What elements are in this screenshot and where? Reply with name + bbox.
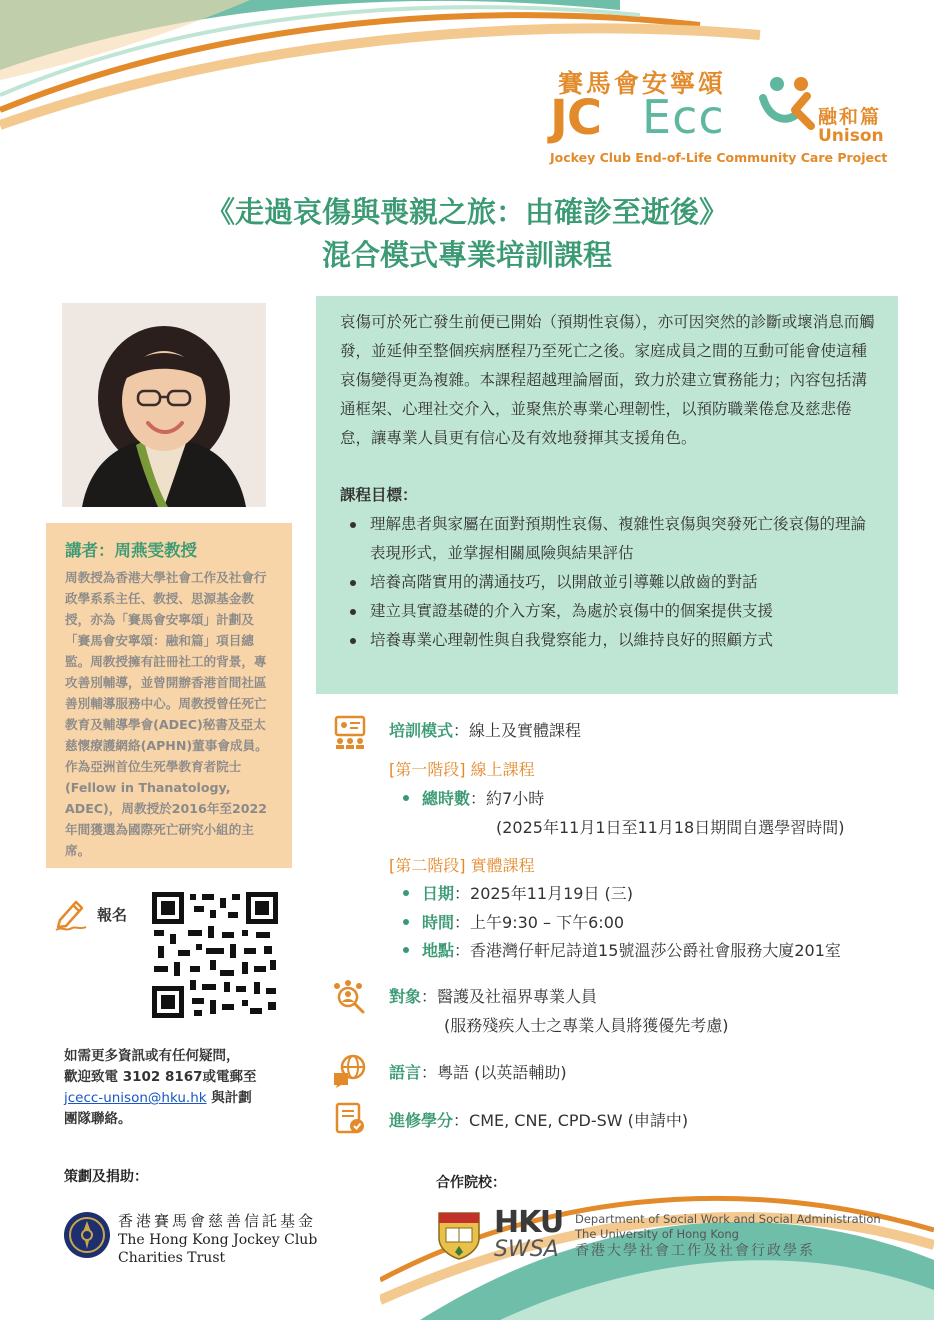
- speaker-panel: [46, 523, 292, 868]
- course-venue: 地點：香港灣仔軒尼詩道15號溫莎公爵社會服務大廈201室: [400, 938, 841, 961]
- speaker-name: 講者：周燕雯教授: [65, 541, 197, 560]
- page-title-line-1: 《走過哀傷與喪親之旅：由確診至逝後》: [205, 195, 728, 229]
- hkjc-crest-logo: [62, 1210, 112, 1260]
- target-audience: 對象：醫護及社福界專業人員: [389, 987, 598, 1006]
- target-audience-note: (服務殘疾人士之專業人員將獲優先考慮): [444, 1016, 729, 1035]
- contact-info: [64, 1046, 276, 1130]
- speaker-photo: [62, 303, 266, 507]
- logo-tagline: Jockey Club End-of-Life Community Care Project: [550, 150, 888, 165]
- contact-email-link[interactable]: jcecc-unison@hku.hk: [64, 1090, 207, 1106]
- people-embrace-icon: [755, 74, 817, 136]
- pen-signature-icon: [52, 896, 88, 932]
- course-intro-panel: [316, 296, 898, 694]
- registration-qr-code[interactable]: [150, 890, 280, 1020]
- training-mode: 培訓模式：線上及實體課程: [389, 721, 582, 740]
- course-date: 日期：2025年11月19日 (三): [400, 881, 633, 904]
- certificate-icon: [332, 1101, 368, 1137]
- objective-item: 培養專業心理韌性與自我覺察能力，以維持良好的照顧方式: [340, 626, 880, 655]
- hku-crest-logo: [436, 1210, 482, 1260]
- contact-line-1: 如需更多資訊或有任何疑問，: [64, 1048, 240, 1064]
- language: 語言：粵語 (以英語輔助): [389, 1063, 567, 1082]
- logo-rhp: 融和篇: [818, 106, 882, 128]
- objective-item: 理解患者與家屬在面對預期性哀傷、複雜性哀傷與突發死亡後哀傷的理論表現形式，並掌握相關風險與結果評估: [340, 510, 880, 568]
- language-globe-icon: [332, 1053, 368, 1089]
- total-hours: 總時數：約7小時: [400, 786, 544, 809]
- page-title-line-2: 混合模式專業培訓課程: [321, 238, 612, 272]
- contact-line-3: 與計劃: [206, 1090, 252, 1106]
- course-intro-text: 哀傷可於死亡發生前便已開始（預期性哀傷），亦可因突然的診斷或壞消息而觸發，並延伸至整個疾病歷程乃至死亡之後。家庭成員之間的互動可能會使這種哀傷變得更為複雜。本課程超越理論層面，致力於建立實務能力；內容包括溝通框架、心理社交介入，並聚焦於專業心理韌性，以預防職業倦怠及慈悲倦怠，讓專業人員更有信心及有效地發揮其支援角色。: [340, 313, 875, 447]
- objectives-list: [340, 510, 880, 655]
- jcecc-logo: [550, 62, 900, 172]
- logo-ecc: Ecc: [642, 90, 725, 144]
- contact-line-4: 團隊聯絡。: [64, 1111, 132, 1127]
- hkjc-name: 香港賽馬會慈善信託基金 The Hong Kong Jockey Club Charities Trust: [118, 1212, 318, 1266]
- logo-unison: Unison: [818, 126, 884, 146]
- cpd-credits: 進修學分：CME, CNE, CPD-SW (申請中): [389, 1111, 689, 1130]
- hku-department-name: Department of Social Work and Social Administration The University of Hong Kong 香港大學社會工作及社會行政學系: [575, 1212, 881, 1259]
- objectives-title: 課程目標：: [340, 486, 418, 504]
- logo-jc: JC: [550, 90, 602, 146]
- hku-swsa-logo: HKU SWSA: [494, 1205, 564, 1262]
- objective-item: 建立具實證基礎的介入方案，為處於哀傷中的個案提供支援: [340, 597, 880, 626]
- partner-label: 合作院校：: [436, 1175, 506, 1191]
- stage-1-label: [第一階段] 線上課程: [389, 760, 535, 779]
- training-mode-icon: [332, 714, 368, 750]
- target-audience-icon: [332, 980, 368, 1016]
- speaker-bio: 周教授為香港大學社會工作及社會行政學系系主任、教授、思源基金教授，亦為「賽馬會安寧頌」計劃及「賽馬會安寧頌：融和篇」項目總監。周教授擁有註冊社工的背景，專攻善別輔導，並曾開辦香港首間社區善別輔導服務中心。周教授曾任死亡教育及輔導學會(ADEC)秘書及亞太慈懷療護網絡(APHN)董事會成員。作為亞洲首位生死學教育者院士(Fellow in Thanatology, ADEC)，周教授於2016年至2022年間獲選為國際死亡研究小組的主席。: [65, 570, 268, 858]
- objective-item: 培養高階實用的溝通技巧，以開啟並引導難以啟齒的對話: [340, 568, 880, 597]
- organizer-label: 策劃及捐助：: [64, 1169, 148, 1185]
- registration-label: 報名: [97, 906, 128, 924]
- total-hours-note: (2025年11月1日至11月18日期間自選學習時間): [496, 818, 845, 837]
- logo-chinese-name: 賽馬會安寧頌: [558, 69, 727, 98]
- course-time: 時間：上午9:30 – 下午6:00: [400, 910, 624, 933]
- contact-line-2: 歡迎致電 3102 8167或電郵至: [64, 1069, 257, 1085]
- stage-2-label: [第二階段] 實體課程: [389, 856, 535, 875]
